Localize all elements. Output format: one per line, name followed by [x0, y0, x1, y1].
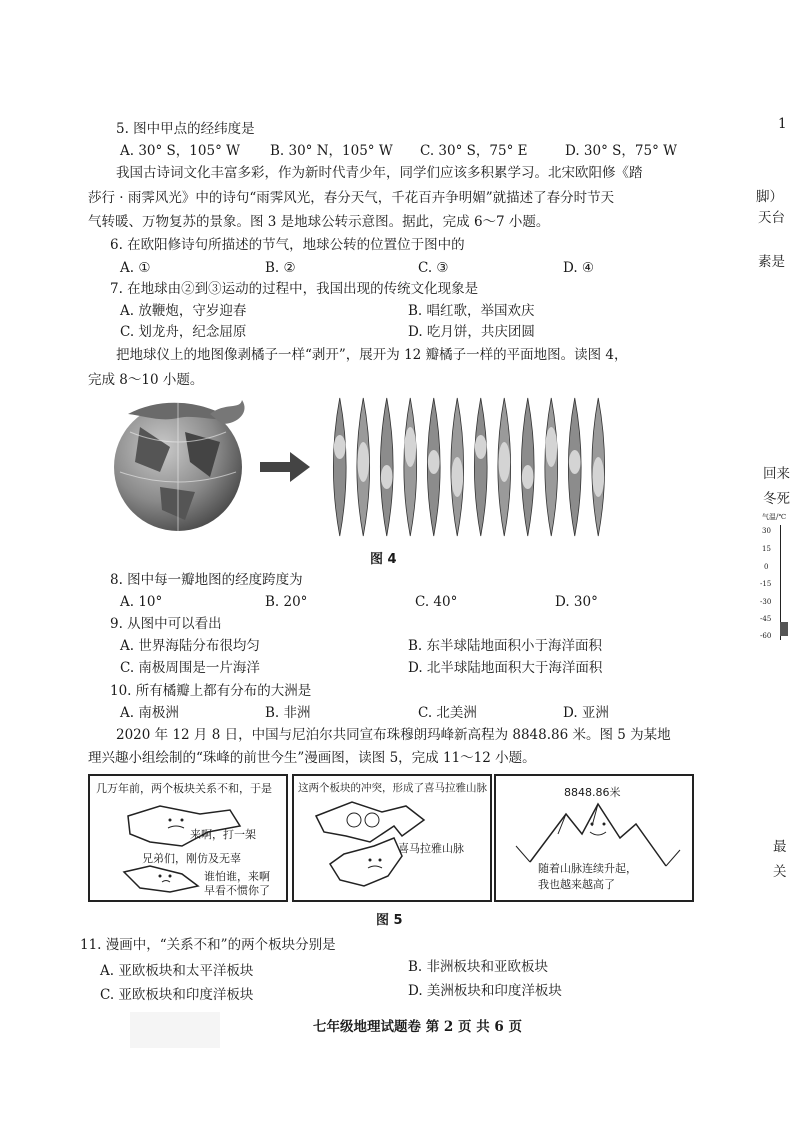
figure-4-globe-and-gores [100, 392, 620, 542]
figure-5-panel-1 [88, 774, 288, 902]
gore-land [334, 435, 346, 459]
q5-option-b[interactable]: B. 30° N，105° W [270, 143, 393, 159]
intro-8-10-line1: 把地球仪上的地图像剥橘子一样“剥开”，展开为 12 瓣橘子一样的平面地图。读图 4， [116, 347, 628, 363]
q10-stem: 10. 所有橘瓣上都有分布的大洲是 [110, 683, 312, 699]
q9-option-c[interactable]: C. 南极周围是一片海洋 [120, 660, 260, 676]
gore-land [592, 457, 604, 497]
q10-option-b[interactable]: B. 非洲 [265, 705, 311, 721]
panel-2-header: 这两个板块的冲突，形成了喜马拉雅山脉 [298, 782, 487, 794]
margin-fragment-b: 脚） [756, 189, 783, 205]
margin-axis-label: 气温/℃ [762, 513, 787, 521]
faded-stamp [130, 1012, 220, 1048]
gore-strip [333, 398, 346, 536]
gore-land [428, 450, 440, 474]
q7-option-c[interactable]: C. 划龙舟，纪念屈原 [120, 324, 247, 340]
figure-4-caption: 图 4 [370, 552, 397, 567]
q10-option-d[interactable]: D. 亚洲 [563, 705, 609, 721]
margin-fragment-c: 天台 [758, 210, 785, 226]
intro-6-7-line2: 莎行 · 雨霁风光》中的诗句“雨霁风光，春分天气，千花百卉争明媚”就描述了春分时节天 [88, 190, 615, 206]
margin-tick: -45 [760, 615, 772, 623]
panel-1-header: 几万年前，两个板块关系不和，于是 [96, 782, 272, 795]
figure-5-panel-3 [494, 774, 694, 902]
q11-option-a[interactable]: A. 亚欧板块和太平洋板块 [100, 963, 254, 979]
q10-option-c[interactable]: C. 北美洲 [418, 705, 477, 721]
margin-fragment-h: 最 [773, 839, 787, 855]
q9-option-d[interactable]: D. 北半球陆地面积大于海洋面积 [408, 660, 603, 676]
q5-option-d[interactable]: D. 30° S，75° W [565, 143, 677, 159]
gore-land [545, 427, 557, 467]
gore-land [451, 457, 463, 497]
figure-5-panel-2 [292, 774, 492, 902]
q6-option-b[interactable]: B. ② [265, 260, 296, 276]
margin-tick: -15 [760, 580, 772, 588]
q5-option-c[interactable]: C. 30° S，75° E [420, 143, 528, 159]
margin-tick: 30 [762, 527, 771, 535]
panel-3-caption-2: 我也越来越高了 [538, 878, 615, 891]
q6-option-c[interactable]: C. ③ [418, 260, 449, 276]
q8-stem: 8. 图中每一瓣地图的经度跨度为 [110, 572, 303, 588]
panel-1-bubble-2: 兄弟们，刚仿及无辜 [142, 852, 241, 865]
q5-stem: 5. 图中甲点的经纬度是 [116, 121, 255, 137]
figure-5-caption: 图 5 [376, 913, 403, 928]
margin-axis-bar [780, 622, 788, 636]
q11-option-b[interactable]: B. 非洲板块和亚欧板块 [408, 959, 549, 975]
q8-option-c[interactable]: C. 40° [415, 594, 458, 610]
q7-stem: 7. 在地球由②到③运动的过程中，我国出现的传统文化现象是 [110, 281, 479, 297]
q8-option-d[interactable]: D. 30° [555, 594, 598, 610]
margin-tick: -30 [760, 598, 772, 606]
gore-land [357, 442, 369, 482]
page-footer: 七年级地理试题卷 第 2 页 共 6 页 [313, 1019, 522, 1035]
q5-option-a[interactable]: A. 30° S，105° W [120, 143, 240, 159]
margin-tick: 15 [762, 545, 771, 553]
q9-option-b[interactable]: B. 东半球陆地面积小于海洋面积 [408, 638, 603, 654]
margin-fragment-f: 冬死 [763, 491, 790, 507]
q7-option-d[interactable]: D. 吃月饼，共庆团圆 [408, 324, 535, 340]
intro-6-7-line1: 我国古诗词文化丰富多彩，作为新时代青少年，同学们应该多积累学习。北宋欧阳修《踏 [116, 165, 643, 181]
panel-1-bubble-3b: 早看不惯你了 [204, 884, 270, 897]
gore-land [381, 465, 393, 489]
margin-fragment-i: 关 [773, 864, 787, 880]
q7-option-b[interactable]: B. 唱红歌，举国欢庆 [408, 303, 535, 319]
gore-land [475, 435, 487, 459]
q6-stem: 6. 在欧阳修诗句所描述的节气，地球公转的位置位于图中的 [110, 237, 465, 253]
q6-option-a[interactable]: A. ① [120, 260, 151, 276]
q9-option-a[interactable]: A. 世界海陆分布很均匀 [120, 638, 260, 654]
gore-land [404, 427, 416, 467]
gore-strips [333, 398, 604, 536]
panel-3-caption-1: 随着山脉连续升起， [538, 862, 637, 875]
q11-stem: 11. 漫画中，“关系不和”的两个板块分别是 [80, 937, 336, 953]
margin-fragment-d: 素是 [758, 254, 785, 270]
q8-option-b[interactable]: B. 20° [265, 594, 308, 610]
intro-6-7-line3: 气转暖、万物复苏的景象。图 3 是地球公转示意图。据此，完成 6～7 小题。 [88, 214, 550, 230]
q6-option-d[interactable]: D. ④ [563, 260, 595, 276]
panel-3-height: 8848.86米 [564, 786, 621, 799]
intro-8-10-line2: 完成 8～10 小题。 [88, 372, 204, 388]
collision-cartoon-icon [294, 776, 490, 900]
gore-land [498, 442, 510, 482]
margin-fragment-e: 回来 [763, 466, 790, 482]
q7-option-a[interactable]: A. 放鞭炮，守岁迎春 [120, 303, 247, 319]
gore-land [522, 465, 534, 489]
intro-11-12-line2: 理兴趣小组绘制的“珠峰的前世今生”漫画图，读图 5，完成 11～12 小题。 [88, 750, 536, 766]
margin-tick: -60 [760, 632, 772, 640]
margin-tick: 0 [764, 563, 769, 571]
panel-1-bubble-1: 来啊，打一架 [190, 828, 256, 841]
q11-option-c[interactable]: C. 亚欧板块和印度洋板块 [100, 987, 254, 1003]
panel-1-bubble-3a: 谁怕谁，来啊 [204, 870, 270, 883]
intro-11-12-line1: 2020 年 12 月 8 日，中国与尼泊尔共同宣布珠穆朗玛峰新高程为 8848.86 米。图 5 为某地 [116, 727, 671, 743]
q8-option-a[interactable]: A. 10° [120, 594, 163, 610]
gore-land [569, 450, 581, 474]
q9-stem: 9. 从图中可以看出 [110, 616, 222, 632]
panel-2-label: 喜马拉雅山脉 [398, 842, 464, 855]
gore-strip [474, 398, 487, 536]
q10-option-a[interactable]: A. 南极洲 [120, 705, 179, 721]
margin-fragment-a: 1 [778, 116, 787, 132]
arrow-right-icon [260, 452, 310, 482]
q11-option-d[interactable]: D. 美洲板块和印度洋板块 [408, 983, 562, 999]
globe-icon [114, 400, 245, 531]
